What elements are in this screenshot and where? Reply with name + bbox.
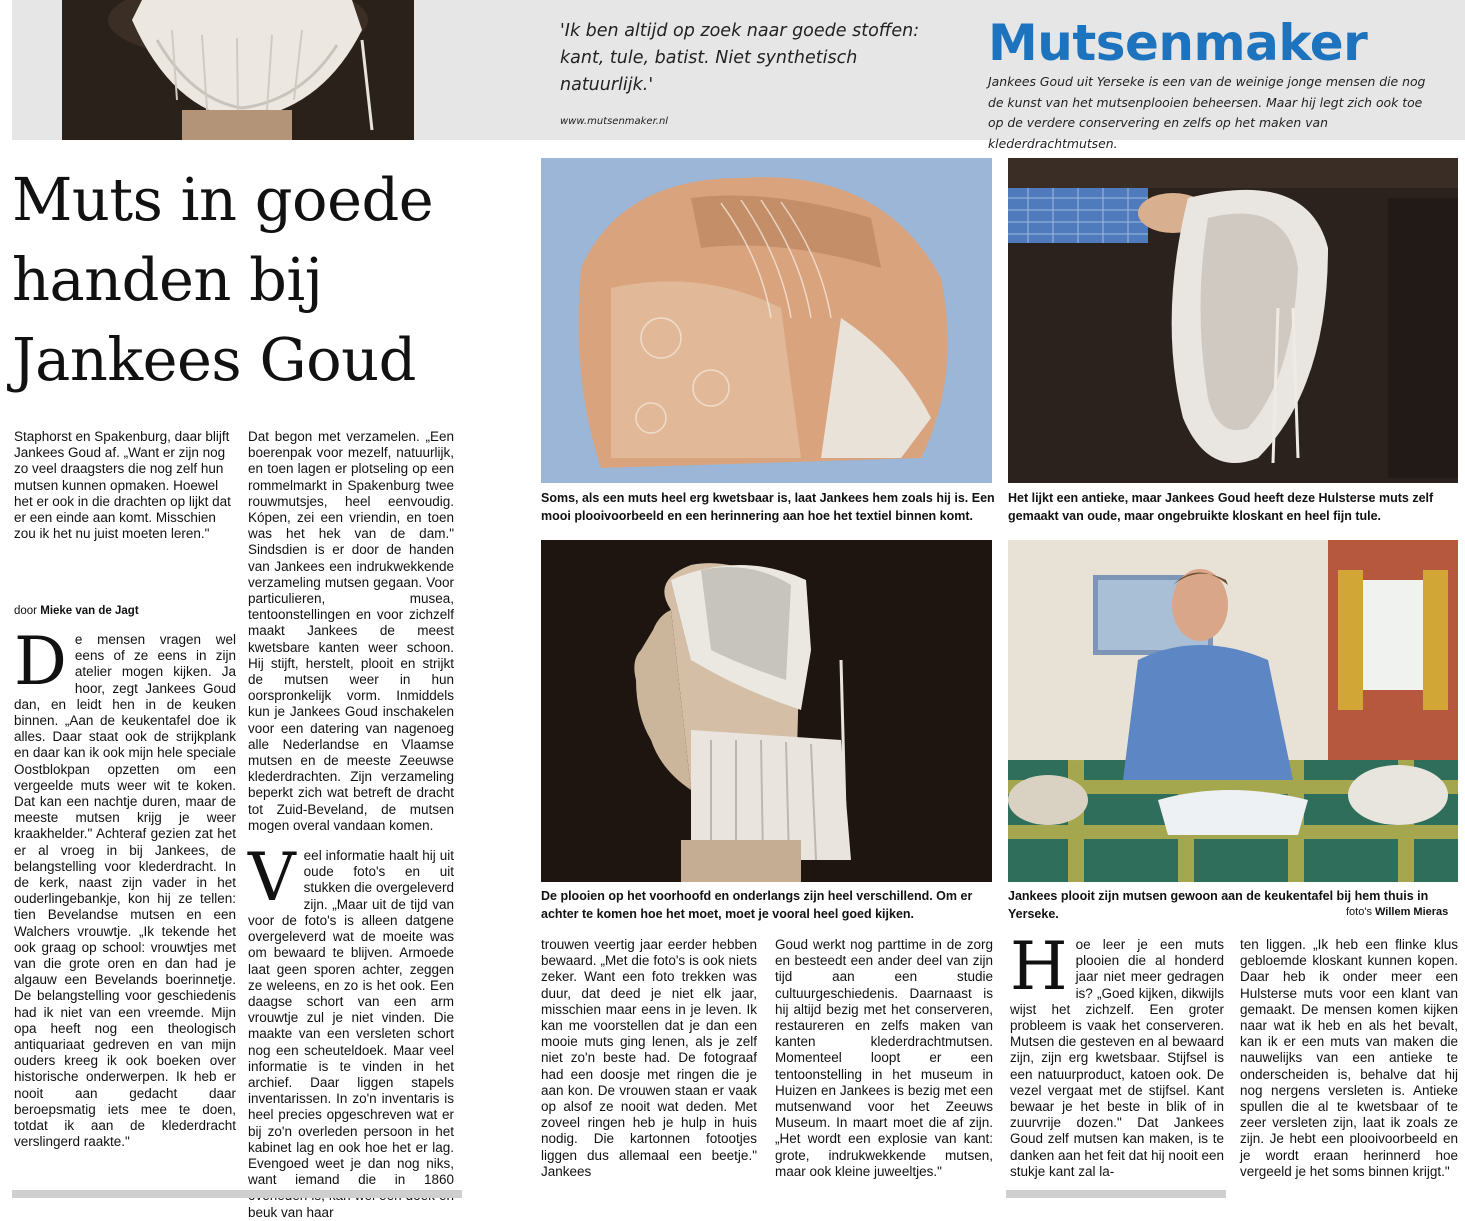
dropcap-h: H [1010,928,1068,1005]
article-column-3 [541,937,757,1180]
photo-lace-bonnet [1008,158,1458,483]
article-column-2 [248,429,454,1221]
article-column-6 [1240,937,1458,1180]
lead-text: Staphorst en Spakenburg, daar blijft Jankees Goud af. „Want er zijn nog zo veel draagsters die nog zelf hun mutsen kunnen opmaken. Hoewel het er ook in die drachten op lijkt dat er een einde aan komt. Misschien zou ik het nu juist moeten leren." [14,429,231,542]
photo-top-bonnet [62,0,414,140]
byline-author: Mieke van de Jagt [40,605,139,617]
column-5-text: oe leer je een muts plooien die al honderd jaar niet meer gedragen is? „Goed kijken, dikwijls wijst het zichzelf. Een groter probleem is vaak het conserveren. Mutsen die gesteven en al bewaard zijn, zijn erg kwetsbaar. Stijfsel is een natuurproduct, katoen ook. De vezel vergaat met de stijfsel. Kant bewaar je het beste in blik of in zuurvrije dozen." Dat Jankees Goud zelf mutsen kan maken, is te danken aan het feit dat hij nooit een stukje kant zal la- [1010,937,1224,1179]
credit-prefix: foto's [1346,906,1372,918]
column-4-text: Goud werkt nog parttime in de zorg en besteedt een ander deel van zijn tijd aan een studie cultuurgeschiedenis. Daarnaast is hij altijd bezig met het conserveren, restaureren en zelfs maken van kanten klederdrachtmutsen. Momenteel loopt er een tentoonstelling in het museum in Huizen en Jankees is bezig met een mutsenwand voor het Zeeuws Museum. In maart moet die af zijn. „Het wordt een explosie van kant: grote, indrukwekkende mutsen, maar ook kleine juweeltjes." [775,937,993,1179]
column-2-para-b [248,839,454,1221]
dropcap-v: V [248,839,296,917]
byline-prefix: door [14,605,38,617]
column-1-text: e mensen vragen wel eens of ze eens in zijn atelier mogen kijken. Ja hoor, zegt Jankees Goud dan, en leidt hen in de keuken binnen. „Aan de keukentafel doe ik alles. Daar staat ook de strijkplank en daar kan ik ook mijn hele speciale Oostblokpan opzetten om een vergeelde muts weer wit te koken. Dat kan een nachtje duren, maar de meeste mutsen krijg je weer kraakhelder." Achteraf gezien zat het er al vroeg in bij Jankees, de belangstelling voor klederdracht. In de kerk, naast zijn vader in het ouderlingebankje, kon hij ze tellen: tien Bevelandse mutsen en een Walchers vrouwtje. „Ik tekende het ook graag op school: vrouwtjes met van die grote oren en dan had je algauw een Bevelands boerinnetje. De belangstelling voor geschiedenis had ik niet van een vreemde. Mijn opa heeft nog een theologisch antiquariaat gedreven en van mijn ouders kreeg ik ook boeken over historische onderwerpen. Ik heb er nooit aan gedacht daar beroepsmatig iets mee te doen, totdat ik aan de klederdracht verslingerd raakte." [14,632,236,1150]
caption-2: Het lijkt een antieke, maar Jankees Goud heeft deze Hulsterse muts zelf gemaakt van oude, maar ongebruikte kloskant en heel fijn tule. [1008,491,1434,523]
bottom-rule-right [1006,1190,1226,1198]
headline: Muts in goede handen bij Jankees Goud [12,165,434,394]
kicker-intro: Jankees Goud uit Yerseke is een van de weinige jonge mensen die nog de kunst van het mutsenplooien beheersen. Maar hij legt zich ook toe op de verdere conservering en zelfs op het maken van klederdrachtmutsen. [988,74,1426,151]
section-kicker: Mutsenmaker [988,14,1368,72]
column-6-text: ten liggen. „Ik heb een flinke klus gebloemde kloskant kunnen kopen. Daar heb ik onder meer een Hulsterse muts voor een klant van gemaakt. De mensen komen kijken naar wat ik heb en als het bevalt, kan ik er een muts van maken die nauwelijks van een antieke te onderscheiden is, behalve dat hij nog nergens versleten is. Antieke spullen die al te kwetsbaar of te zeer versleten zijn, laat ik zoals ze zijn. Je hebt een plooivoorbeeld en je wordt eraan herinnerd hoe vergeeld je het soms binnen krijgt." [1240,937,1458,1179]
column-2-text-b: eel informatie haalt hij uit oude foto's en uit stukken die overgeleverd zijn. „Maar uit de tijd van voor de foto's is alleen datgene overgeleverd wat de moeite was om bewaard te blijven. Armoede laat geen sporen achter, zeggen ze weleens, en zo is het ook. Een daagse schort van een arm vrouwtje zul je niet vinden. Die maakte van een versleten schort nog een scheuteldoek. Maar veel informatie is te vinden in het archief. Daar liggen stapels inventarissen. In zo'n inventaris is heel precies opgeschreven wat er bij zo'n overleden persoon in het kabinet lag en ook hoe het er lag. Evengoed weet je dan nog niks, want iemand die in 1860 beuk van haar [248,848,454,1220]
column-2-text-a: Dat begon met verzamelen. „Een boerenpak voor mezelf, natuurlijk, en toen lagen er plotseling op een rommelmarkt in Spakenburg twee rouwmutsjes, heel eenvoudig. Kópen, zei een vriendin, en toen was het hek van de dam." Sindsdien is er door de handen van Jankees een indrukwekkende verzameling mutsen gegaan. Voor particulieren, musea, tentoonstellingen en voor zichzelf maakt Jankees de meest kwetsbare kanten weer schoon. Hij stijft, herstelt, plooit en strijkt de mutsen weer in hun oorspronkelijk vorm. Inmiddels kun je Jankees Goud inschakelen voor een datering van nagenoeg alle Nederlandse en Vlaamse mutsen en de meeste Zeeuwse klederdrachten. Zijn verzameling beperkt zich wat betreft de dracht tot Zuid-Beveland, de mutsen mogen overal vandaan komen. [248,429,454,833]
pull-quote: 'Ik ben altijd op zoek naar goede stoffen: kant, tule, batist. Niet synthetisch natuurlijk.' [560,21,920,95]
photo-mannequin-bonnet [541,540,992,882]
credit-name: Willem Mieras [1375,906,1449,918]
byline [14,603,139,619]
photo-credit [1346,906,1448,918]
caption-3: De plooien op het voorhoofd en onderlangs zijn heel verschillend. Om er achter te komen hoe het moet, moet je vooral heel goed kijken. [541,889,973,921]
article-column-1 [14,623,236,1151]
article-column-4 [775,937,993,1180]
dropcap-d: D [14,623,67,700]
caption-1: Soms, als een muts heel erg kwetsbaar is, laat Jankees hem zoals hij is. Een mooi plooivoorbeeld en een herinnering aan hoe het textiel binnen komt. [541,491,995,523]
website-link[interactable]: www.mutsenmaker.nl [560,116,669,127]
photo-jankees-at-table [1008,540,1458,882]
caption-4: Jankees plooit zijn mutsen gewoon aan de keukentafel bij hem thuis in Yerseke. [1008,889,1429,921]
article-column-5 [1010,928,1224,1180]
lead-paragraph [14,429,236,542]
bottom-rule-left [12,1190,462,1198]
column-3-text: trouwen veertig jaar eerder hebben bewaard. „Met die foto's is ook niets zeker. Want een foto trekken was duur, dat deed je niet elk jaar, misschien maar eens in je leven. Ik kan me voorstellen dat je dan een mooie muts ging lenen, als je zelf niet zo'n beste had. De fotograaf had een doosje met ringen die je aan kon. De vrouwen staan er vaak op alsof ze nooit wat deden. Met zoveel ringen heb je hulp in huis nodig. Die kartonnen fotootjes liggen dus allemaal een beetje." Jankees [541,937,757,1179]
photo-orange-bonnet [541,158,992,483]
